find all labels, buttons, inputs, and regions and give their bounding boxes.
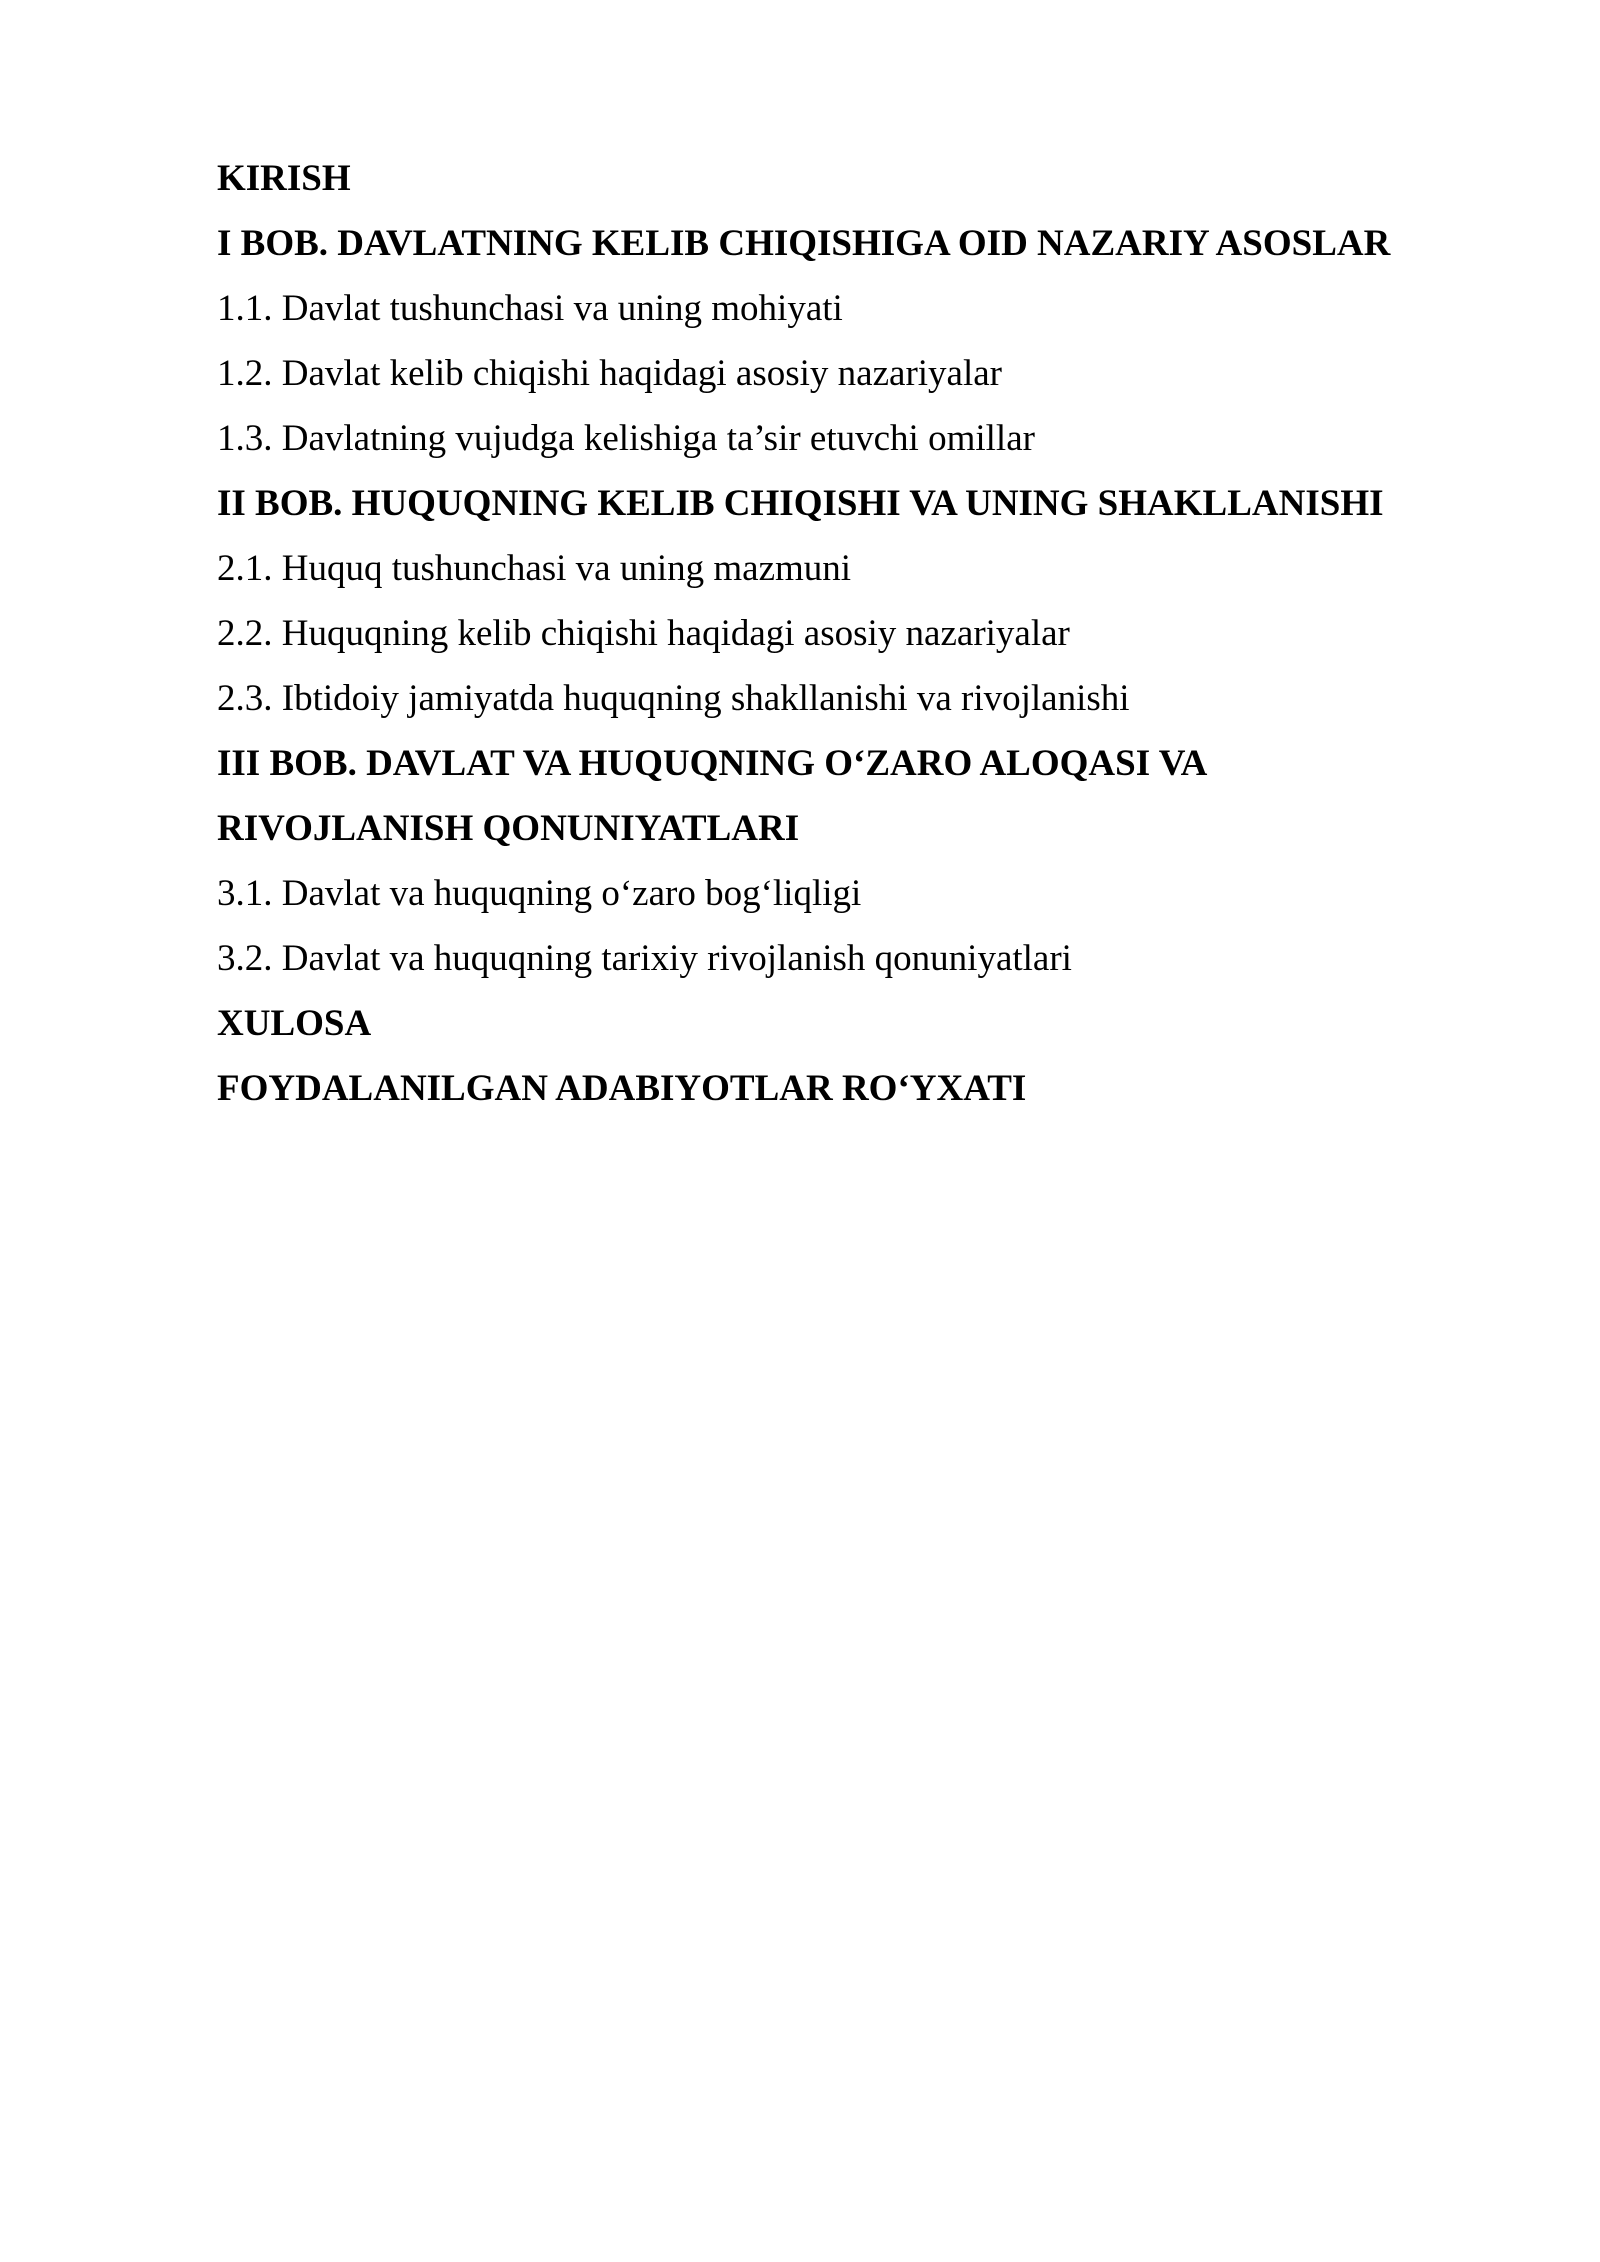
toc-conclusion-heading: XULOSA: [217, 1003, 372, 1044]
toc-section-1-1: 1.1. Davlat tushunchasi va uning mohiyati: [217, 288, 843, 329]
toc-section-3-1: 3.1. Davlat va huquqning o‘zaro bog‘liqligi: [217, 873, 862, 914]
toc-intro-heading: KIRISH: [217, 158, 351, 199]
toc-section-2-3: 2.3. Ibtidoiy jamiyatda huquqning shakllanishi va rivojlanishi: [217, 678, 1130, 719]
table-of-contents: [217, 146, 1517, 1121]
toc-chapter-2-heading: II BOB. HUQUQNING KELIB CHIQISHI VA UNING SHAKLLANISHI: [217, 483, 1384, 524]
toc-chapter-3-heading-line-2: RIVOJLANISH QONUNIYATLARI: [217, 808, 800, 849]
toc-section-1-2: 1.2. Davlat kelib chiqishi haqidagi asosiy nazariyalar: [217, 353, 1002, 394]
toc-section-3-2: 3.2. Davlat va huquqning tarixiy rivojlanish qonuniyatlari: [217, 938, 1072, 979]
toc-section-1-3: 1.3. Davlatning vujudga kelishiga ta’sir etuvchi omillar: [217, 418, 1035, 459]
toc-section-2-2: 2.2. Huquqning kelib chiqishi haqidagi asosiy nazariyalar: [217, 613, 1070, 654]
toc-chapter-1-heading: I BOB. DAVLATNING KELIB CHIQISHIGA OID NAZARIY ASOSLAR: [217, 223, 1391, 264]
toc-chapter-3-heading-line-1: III BOB. DAVLAT VA HUQUQNING O‘ZARO ALOQASI VA: [217, 743, 1208, 784]
toc-references-heading: FOYDALANILGAN ADABIYOTLAR RO‘YXATI: [217, 1068, 1027, 1109]
toc-section-2-1: 2.1. Huquq tushunchasi va uning mazmuni: [217, 548, 852, 589]
